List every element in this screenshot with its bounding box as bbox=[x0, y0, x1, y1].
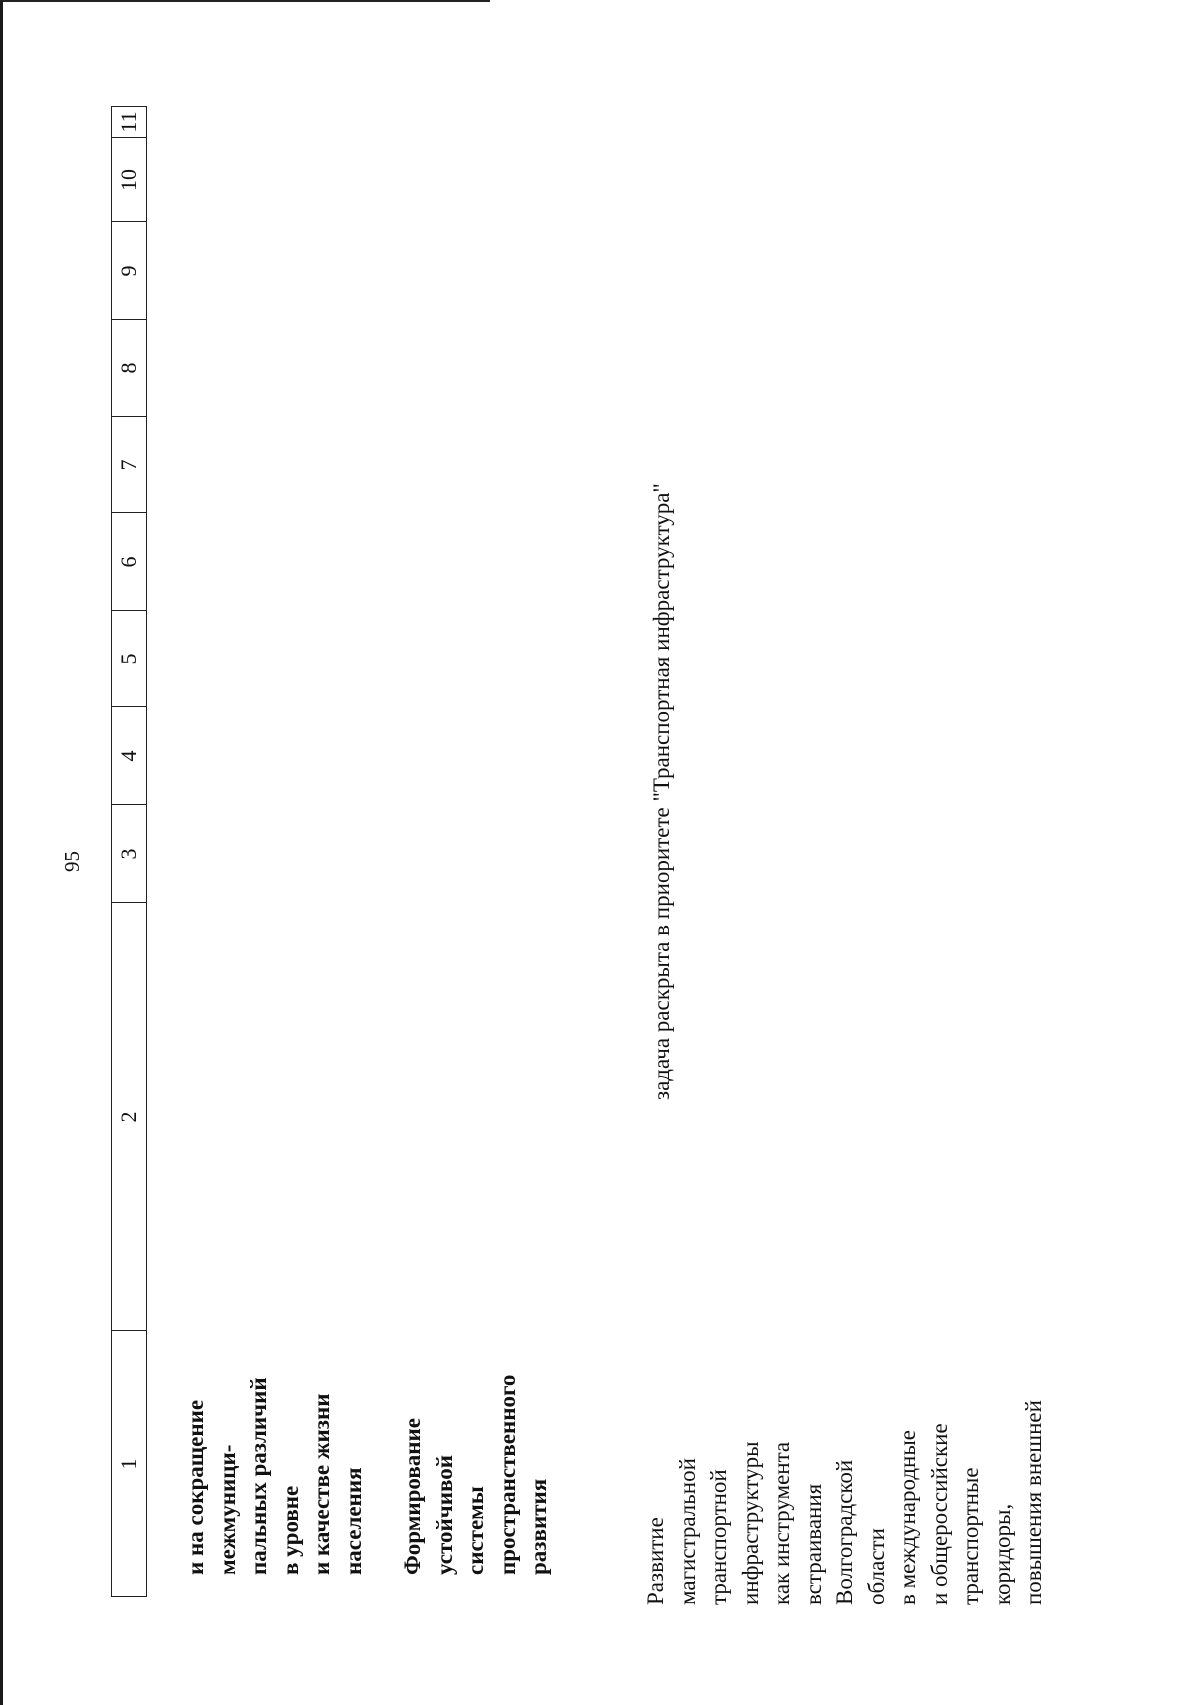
row-text-line: развития bbox=[526, 1478, 551, 1575]
row-text-line: и общероссийские bbox=[926, 1423, 952, 1605]
row-text-line: магистральной bbox=[674, 1458, 700, 1605]
header-cell-2: 2 bbox=[112, 902, 146, 1330]
header-cell-6: 6 bbox=[112, 512, 146, 610]
table-row bbox=[397, 1375, 555, 1575]
header-cell-1: 1 bbox=[112, 1330, 146, 1597]
row-text-line: устойчивой bbox=[431, 1455, 457, 1575]
row-text-line: пальных различий bbox=[246, 1377, 271, 1575]
row-text-line: повышения внешней bbox=[1021, 1400, 1046, 1605]
page-number: 95 bbox=[60, 851, 84, 872]
header-cell-10: 10 bbox=[112, 137, 146, 221]
header-cell-8: 8 bbox=[112, 319, 146, 416]
table-row bbox=[180, 1377, 369, 1575]
row-text-line: системы bbox=[463, 1486, 488, 1575]
row-text-line: и на сокращение bbox=[183, 1399, 208, 1575]
header-cell-3: 3 bbox=[112, 804, 146, 902]
header-cell-5: 5 bbox=[112, 610, 146, 706]
row-text-line: как инструмента bbox=[769, 1441, 794, 1605]
merged-cell-note: задача раскрыта в приоритете "Транспортная инфраструктура" bbox=[649, 483, 674, 1100]
row-text-line: населения bbox=[340, 1467, 366, 1575]
row-text-line: Волгоградской bbox=[832, 1459, 857, 1605]
row-text-line: межмуници- bbox=[214, 1444, 240, 1575]
row-text-line: Формирование bbox=[400, 1418, 425, 1575]
row-text-line: коридоры, bbox=[989, 1503, 1015, 1605]
header-cell-4: 4 bbox=[112, 706, 146, 804]
row-text-line: области bbox=[863, 1528, 889, 1605]
row-text-line: пространственного bbox=[494, 1374, 520, 1575]
row-text-line: инфраструктуры bbox=[737, 1441, 763, 1605]
table-header-row bbox=[111, 106, 147, 1597]
row-text-line: транспортной bbox=[706, 1469, 731, 1605]
header-cell-9: 9 bbox=[112, 221, 146, 319]
table-row bbox=[640, 1400, 1050, 1605]
row-text-line: в уровне bbox=[277, 1485, 303, 1575]
row-text-line: встраивания bbox=[800, 1483, 826, 1605]
row-text-line: Развитие bbox=[643, 1517, 668, 1605]
row-text-line: и качестве жизни bbox=[309, 1393, 334, 1575]
scan-edge bbox=[0, 0, 3, 1705]
scan-top-rule bbox=[0, 0, 490, 2]
row-text-line: транспортные bbox=[958, 1467, 983, 1605]
header-cell-7: 7 bbox=[112, 416, 146, 512]
row-text-line: в международные bbox=[895, 1430, 920, 1605]
header-cell-11: 11 bbox=[112, 106, 146, 137]
